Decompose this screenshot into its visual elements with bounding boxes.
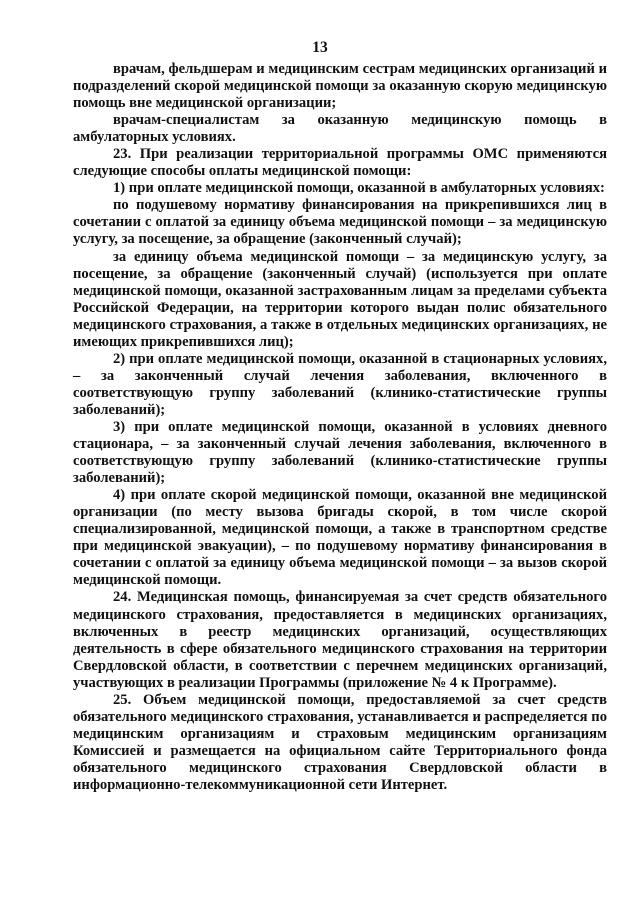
paragraph-item-25: 25. Объем медицинской помощи, предоставляемой за счет средств обязательного медицинского страхования, устанавливается и распределяется по медицинским организациям и страховым медицинским организациям Комиссией и размещается на официальном сайте Территориального фонда обязательного медицинского страхования Свердловской области в информационно-телекоммуникационной сети Интернет. [73, 691, 607, 793]
paragraph-per-capita-norm: по подушевому нормативу финансирования на прикрепившихся лиц в сочетании с оплатой за единицу объема медицинской помощи – за медицинскую услугу, за посещение, за обращение (законченный случай); [73, 197, 607, 248]
paragraph-item-23: 23. При реализации территориальной программы ОМС применяются следующие способы оплаты медицинской помощи: [73, 146, 607, 180]
page-number: 13 [312, 39, 328, 56]
paragraph-subitem-1: 1) при оплате медицинской помощи, оказанной в амбулаторных условиях: [113, 180, 605, 197]
paragraph-subitem-2: 2) при оплате медицинской помощи, оказанной в стационарных условиях, – за законченный случай лечения заболевания, включенного в соответствующую группу заболеваний (клинико-статистические группы заболеваний); [73, 350, 607, 418]
paragraph-payment-ambulance-staff: врачам, фельдшерам и медицинским сестрам медицинских организаций и подразделений скорой медицинской помощи за оказанную скорую медицинскую помощь вне медицинской организации; [73, 61, 607, 112]
paragraph-subitem-3: 3) при оплате медицинской помощи, оказанной в условиях дневного стационара, – за законченный случай лечения заболевания, включенного в соответствующую группу заболеваний (клинико-статистические группы заболеваний); [73, 418, 607, 487]
paragraph-payment-specialists: врачам-специалистам за оказанную медицинскую помощь в амбулаторных условиях. [73, 112, 607, 146]
paragraph-subitem-4: 4) при оплате скорой медицинской помощи, оказанной вне медицинской организации (по месту вызова бригады скорой, в том числе скорой специализированной, медицинской помощи, а также в транспортном средстве при медицинской эвакуации), – по подушевому нормативу финансирования в сочетании с оплатой за единицу объема медицинской помощи – за вызов скорой медицинской помощи. [73, 487, 607, 589]
document-body [73, 61, 607, 794]
paragraph-item-24: 24. Медицинская помощь, финансируемая за счет средств обязательного медицинского страхования, предоставляется в медицинских организациях, включенных в реестр медицинских организаций, осуществляющих деятельность в сфере обязательного медицинского страхования на территории Свердловской области, в соответствии с перечнем медицинских организаций, участвующих в реализации Программы (приложение № 4 к Программе). [73, 589, 607, 691]
paragraph-unit-of-volume: за единицу объема медицинской помощи – за медицинскую услугу, за посещение, за обращение (законченный случай) (используется при оплате медицинской помощи, оказанной застрахованным лицам за пределами субъекта Российской Федерации, на территории которого выдан полис обязательного медицинского страхования, а также в отдельных медицинских организациях, не имеющих прикрепившихся лиц); [73, 248, 607, 350]
